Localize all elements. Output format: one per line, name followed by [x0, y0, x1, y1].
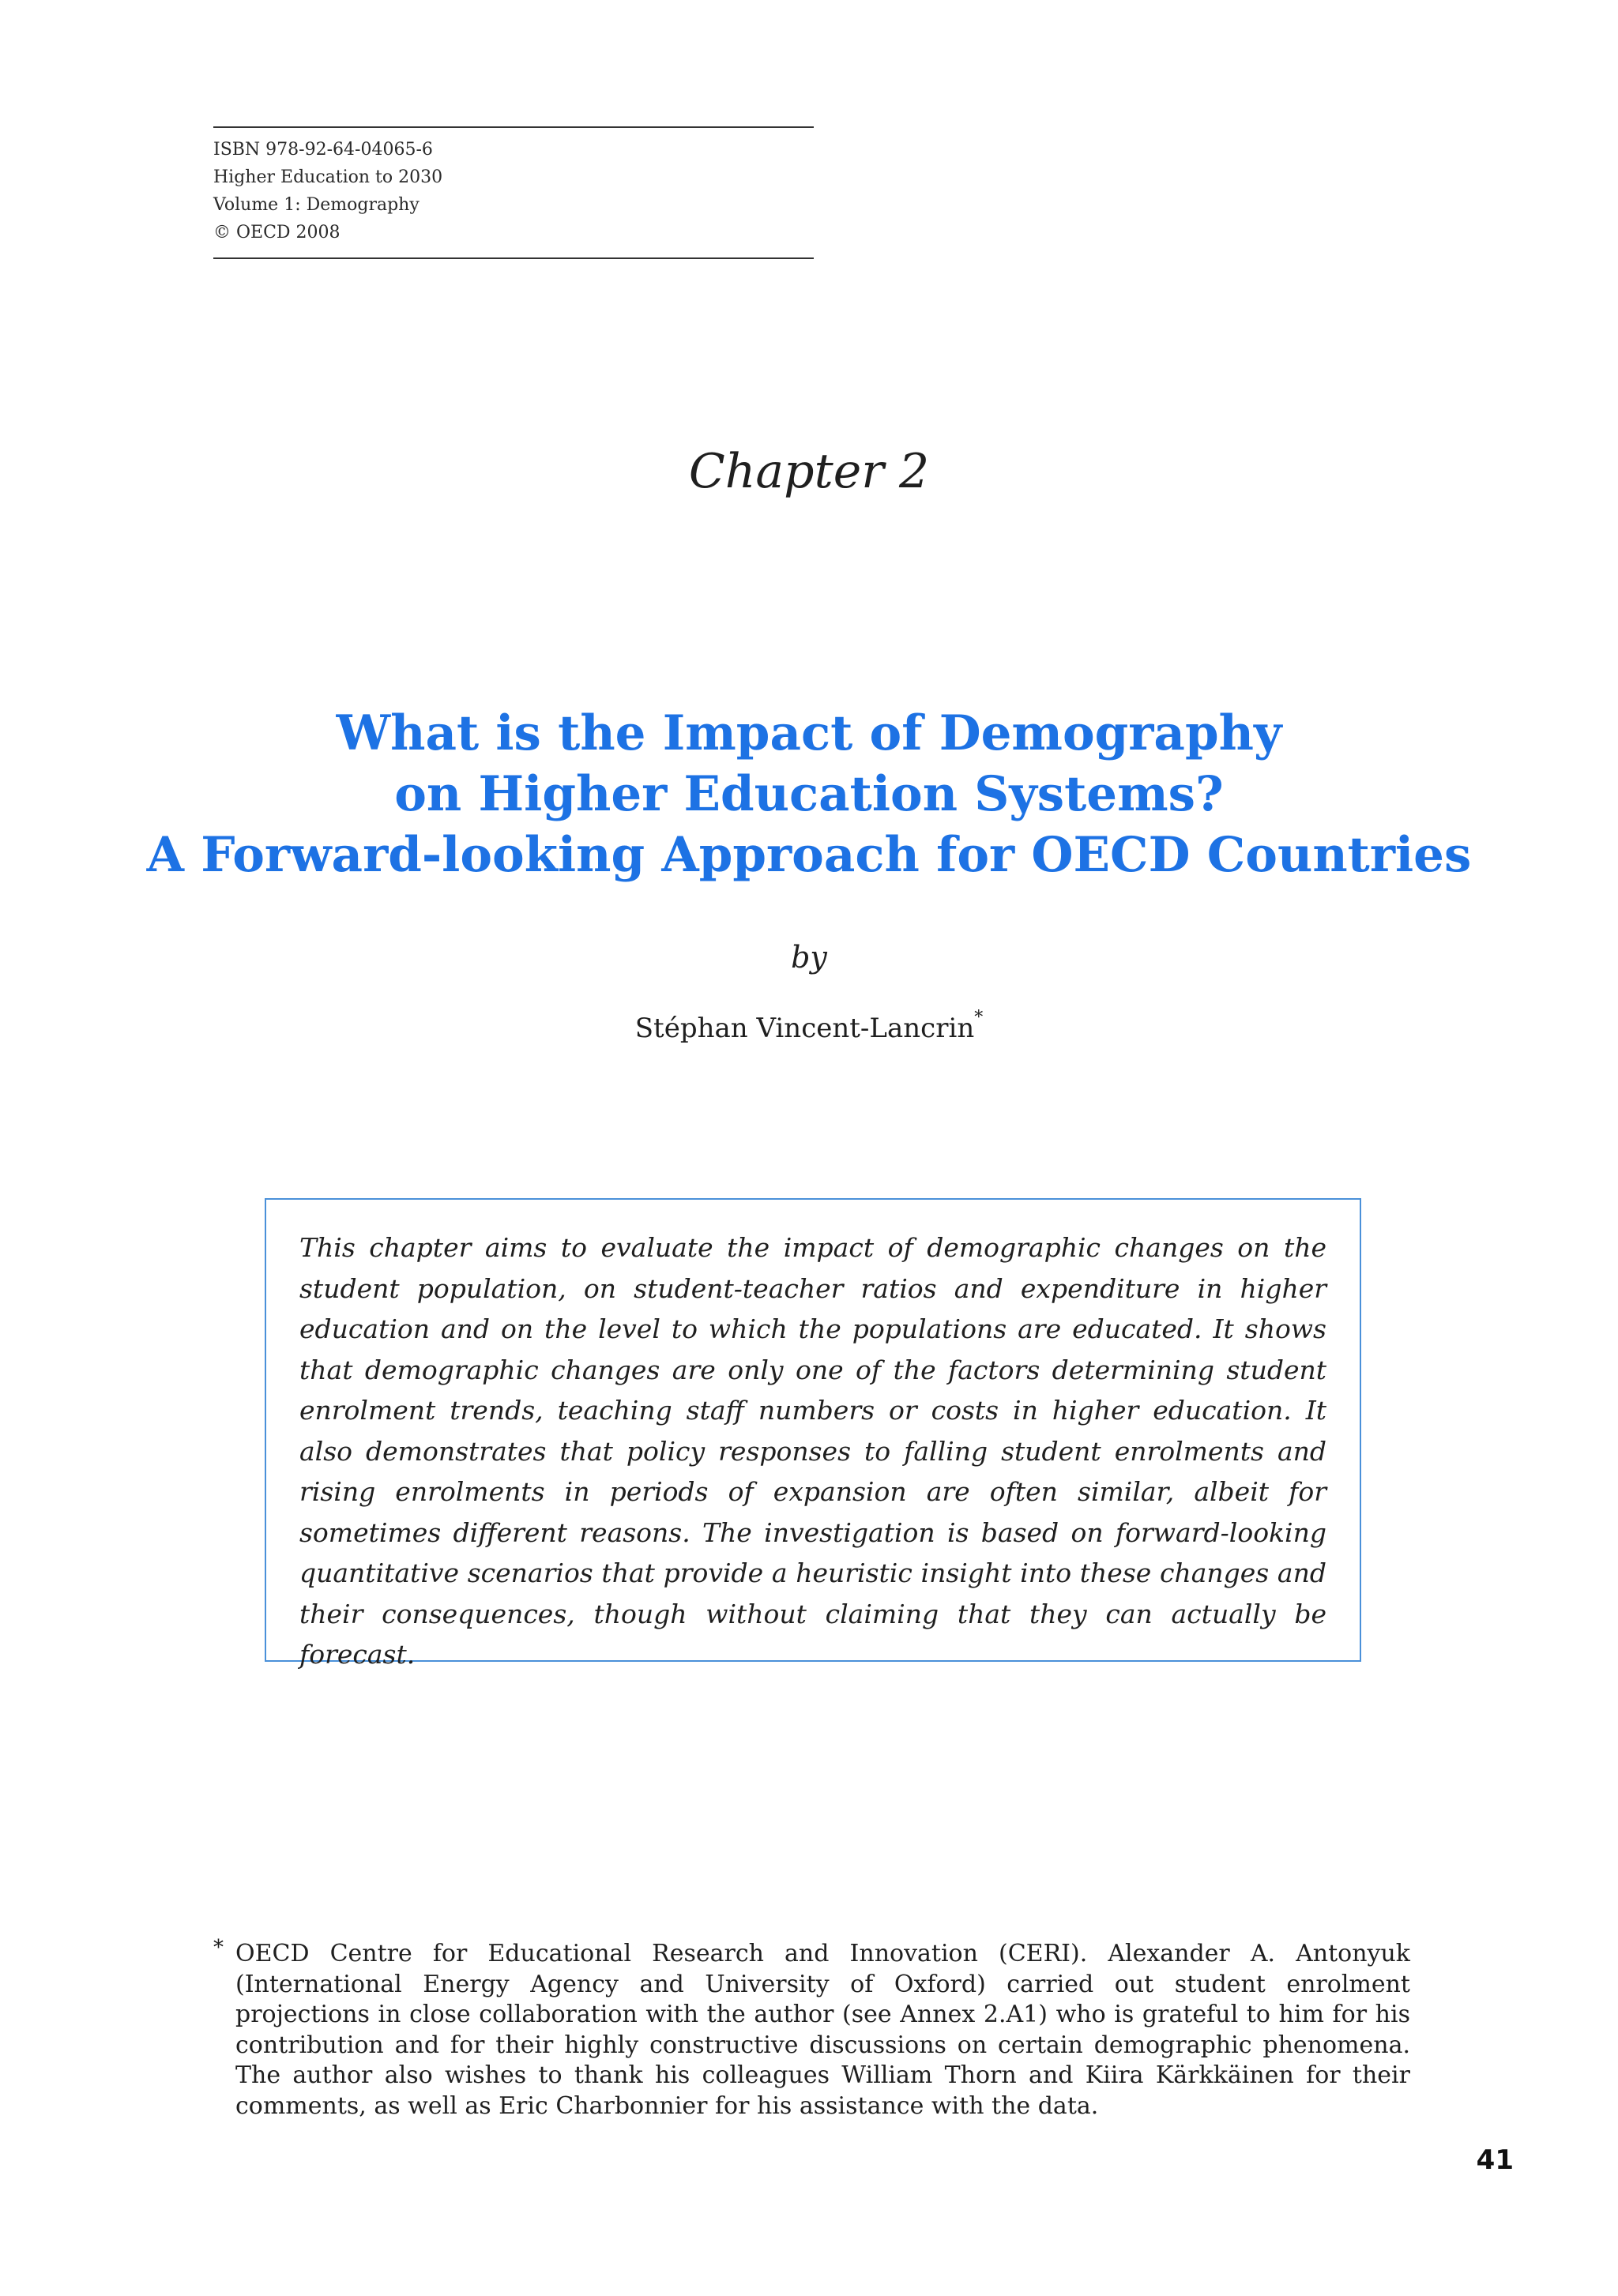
- abstract-text: This chapter aims to evaluate the impact of demographic changes on the student population, on student-teacher ratios and expenditure in higher education and on the level to which the populations are educated. It shows that demographic changes are only one of the factors determining student enrolment trends, teaching staff numbers or costs in higher education. It also demonstrates that policy responses to falling student enrolments and rising enrolments in periods of expansion are often similar, albeit for sometimes different reasons. The investigation is based on forward-looking quantitative scenarios that provide a heuristic insight into these changes and their consequences, though without claiming that they can actually be forecast.: [299, 1232, 1326, 1670]
- series-title: Higher Education to 2030: [213, 167, 443, 187]
- by-label: by: [791, 940, 827, 975]
- footnote-mark: *: [213, 1936, 224, 1960]
- bottom-rule: [213, 257, 814, 259]
- isbn: ISBN 978-92-64-04065-6: [213, 140, 433, 160]
- author-footnote-mark: *: [974, 1008, 984, 1028]
- publication-info: [213, 126, 814, 259]
- footnote: [213, 1936, 1410, 2121]
- author-line: [0, 1008, 1618, 1044]
- chapter-label: Chapter 2: [688, 444, 930, 499]
- page-number: 41: [1476, 2144, 1514, 2176]
- author-name: Stéphan Vincent-Lancrin: [634, 1013, 975, 1044]
- chapter-title-line: A Forward-looking Approach for OECD Countries: [146, 827, 1472, 883]
- abstract-box: [265, 1198, 1361, 1670]
- volume: Volume 1: Demography: [213, 195, 420, 215]
- footnote-text: OECD Centre for Educational Research and Innovation (CERI). Alexander A. Antonyuk (International Energy Agency and University of Oxford) carried out student enrolment projections in close collaboration with the author (see Annex 2.A1) who is grateful to him for his contribution and for their highly constructive discussions on certain demographic phenomena. The author also wishes to thank his colleagues William Thorn and Kiira Kärkkäinen for their comments, as well as Eric Charbonnier for his assistance with the data.: [235, 1940, 1410, 2120]
- copyright: © OECD 2008: [213, 223, 341, 242]
- chapter-title-line: What is the Impact of Demography: [336, 705, 1282, 761]
- chapter-title-line: on Higher Education Systems?: [394, 766, 1224, 822]
- publication-lines: [213, 128, 814, 257]
- chapter-title: [0, 703, 1618, 885]
